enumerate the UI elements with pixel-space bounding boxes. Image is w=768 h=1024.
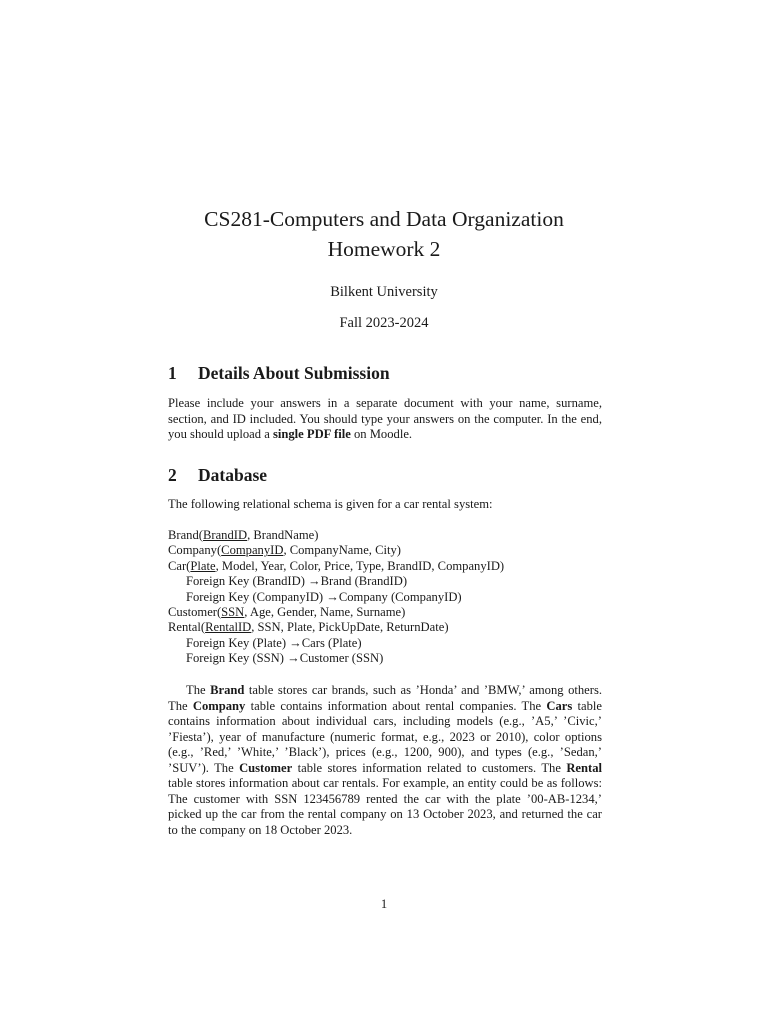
section-2-intro — [168, 497, 602, 513]
submission-bold: single PDF file — [272, 427, 351, 441]
schema-car-fk-company: Foreign Key (CompanyID) →Company (CompanyID) — [186, 589, 462, 604]
section-2-heading — [168, 464, 267, 486]
section-2-title: Database — [198, 465, 268, 485]
homework-title: Homework 2 — [327, 237, 441, 261]
section-2-description — [168, 683, 602, 838]
section-1-heading — [168, 362, 390, 384]
author: Bilkent University — [330, 284, 438, 300]
primary-key: BrandID — [202, 528, 248, 542]
relational-schema — [168, 528, 602, 667]
submission-paragraph: Please include your answers in a separate document with your name, surname, section, and ID included. You should type your answers on the computer. In the end, you should upload a single PDF file on Moodle. — [168, 396, 602, 441]
schema-brand: Brand(BrandID, BrandName) — [168, 528, 319, 542]
course-title: CS281-Computers and Data Organization — [204, 207, 564, 231]
schema-rental: Rental(RentalID, SSN, Plate, PickUpDate, ReturnDate) — [168, 620, 449, 635]
schema-company: Company(CompanyID, CompanyName, City) — [168, 543, 401, 558]
page-number: 1 — [380, 897, 388, 911]
primary-key: SSN — [221, 605, 245, 620]
section-1-body — [168, 396, 602, 443]
primary-key: CompanyID — [221, 543, 284, 558]
schema-rental-fk-plate: Foreign Key (Plate) →Cars (Plate) — [186, 635, 362, 650]
primary-key: RentalID — [205, 620, 252, 635]
schema-car-fk-brand: Foreign Key (BrandID) →Brand (BrandID) — [186, 574, 408, 589]
title-block — [0, 204, 768, 333]
section-1-number: 1 — [168, 363, 177, 383]
primary-key: Plate — [190, 558, 216, 573]
schema-rental-fk-ssn: Foreign Key (SSN) →Customer (SSN) — [186, 651, 384, 666]
tables-description-paragraph: The Brand table stores car brands, such as ’Honda’ and ’BMW,’ among others. The Company table contains information about rental companies. The Cars table contains information about individual cars, including models (e.g., ’A5,’ ’Civic,’ ’Fiesta’), year of manufacture (numeric format, e.g., 2023 or 2010), color options (e.g., ’Red,’ ’White,’ ’Black’), prices (e.g., 1200, 900), and types (e.g., ’Sedan,’ ’SUV’). The Customer table stores information related to customers. The Rental table stores information about car rentals. For example, an entity could be as follows: The customer with SSN 123456789 rented the car with the plate ’00-AB-1234,’ picked up the car from the rental company on 13 October 2023, and returned the car to the company on 18 October 2023. — [168, 683, 603, 837]
schema-car: Car(Plate, Model, Year, Color, Price, Type, BrandID, CompanyID) — [168, 558, 505, 573]
schema-customer: Customer(SSN, Age, Gender, Name, Surname) — [168, 605, 406, 620]
schema-intro: The following relational schema is given for a car rental system: — [168, 497, 493, 511]
section-2-number: 2 — [168, 465, 177, 485]
section-1-title: Details About Submission — [198, 363, 390, 383]
date: Fall 2023-2024 — [339, 315, 429, 331]
